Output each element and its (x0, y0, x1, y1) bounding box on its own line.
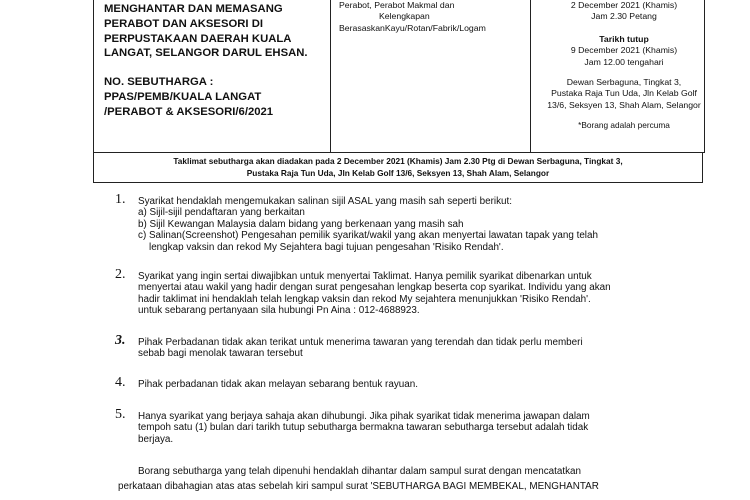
category-cell (339, 0, 514, 34)
table-divider (330, 0, 331, 152)
term-number: 5. (115, 406, 126, 422)
table-divider (530, 0, 531, 152)
term-line: Syarikat yang ingin sertai diwajibkan untuk menyertai Taklimat. Hanya pemilik syarikat dibenarkan untuk (138, 271, 592, 283)
tender-title-line: PERABOT DAN AKSESORI DI (104, 17, 264, 30)
term-line: Pihak perbadanan tidak akan melayan sebarang bentuk rayuan. (138, 379, 418, 391)
term-line: lengkap vaksin dan rekod My Sejahtera bagi tujuan pengesahan 'Risiko Rendah'. (149, 241, 504, 253)
briefing-line: Pustaka Raja Tun Uda, Jln Kelab Golf 13/6, Seksyen 13, Shah Alam, Selangor (246, 168, 550, 178)
open-time: Jam 2.30 Petang (591, 11, 657, 22)
briefing-line: Taklimat sebutharga akan diadakan pada 2 December 2021 (Khamis) Jam 2.30 Ptg di Dewan Serbaguna, Tingkat 3, (173, 156, 623, 166)
venue-line: 13/6, Seksyen 13, Shah Alam, Selangor (547, 99, 701, 110)
terms-list (115, 192, 718, 445)
briefing-notice (93, 152, 703, 183)
term-number: 1. (115, 192, 126, 207)
term-item (115, 267, 718, 317)
open-date: 2 December 2021 (Khamis) (570, 0, 678, 10)
term-line: Syarikat hendaklah mengemukakan salinan sijil ASAL yang masih sah seperti berikut: (138, 196, 512, 207)
term-line: Pihak Perbadanan tidak akan terikat untuk menerima tawaran yang terendah dan tidak perlu memberi (138, 336, 583, 348)
term-line: menyertai atau wakil yang hadir dengan surat pengesahan lengkap beserta cop syarikat. Individu yang akan (138, 282, 611, 294)
term-line: c) Salinan(Screenshot) Pengesahan pemilik syarikat/wakil yang akan menyertai lawatan tapak yang telah (138, 230, 598, 242)
term-line: sebab bagi menolak tawaran tersebut (138, 348, 303, 360)
category-line: BerasaskanKayu/Rotan/Fabrik/Logam (339, 22, 486, 33)
term-line: untuk sebarang pertanyaan sila hubungi Pn Aina : 012-4688923. (138, 305, 420, 317)
quotation-number-line: /PERABOT & AKSESORI/6/2021 (104, 105, 274, 118)
tender-title-line: LANGAT, SELANGOR DARUL EHSAN. (104, 47, 308, 60)
dates-cell (544, 0, 704, 132)
term-item (115, 192, 718, 253)
tender-title-cell (104, 2, 326, 120)
closing-line: Borang sebutharga yang telah dipenuhi hendaklah dihantar dalam sampul surat dengan mencatatkan (138, 466, 582, 477)
closing-date-label: Tarikh tutup (599, 33, 649, 44)
tender-title-line: MENGHANTAR DAN MEMASANG (104, 3, 283, 15)
category-line: Kelengkapan (379, 11, 430, 22)
term-number: 3. (115, 332, 126, 348)
term-line: Hanya syarikat yang berjaya sahaja akan dihubungi. Jika pihak syarikat tidak menerima jawapan dalam (138, 410, 590, 422)
term-line: berjaya. (138, 433, 174, 445)
quotation-table (93, 0, 705, 153)
closing-paragraph (118, 464, 738, 494)
term-line: hadir taklimat ini hendaklah telah lengkap vaksin dan rekod My sejahtera menunjukkan 'Risiko Rendah'. (138, 293, 591, 305)
term-item (115, 332, 718, 360)
venue-line: Pustaka Raja Tun Uda, Jln Kelab Golf (551, 88, 697, 99)
term-item (115, 406, 718, 445)
closing-date: 9 December 2021 (Khamis) (570, 45, 678, 56)
quotation-number-label: NO. SEBUTHARGA : (104, 76, 214, 89)
category-line: Perabot, Perabot Makmal dan (339, 0, 455, 10)
closing-line: perkataan dibahagian atas atas sebelah kiri sampul surat 'SEBUTHARGA BAGI MEMBEKAL, MENGHANTAR (118, 481, 599, 492)
free-form-note: *Borang adalah percuma (578, 120, 670, 131)
term-line: tempoh satu (1) bulan dari tarikh tutup sebutharga bermakna tawaran sebutharga tersebut adalah tidak (138, 422, 589, 434)
term-number: 4. (115, 375, 126, 391)
term-item (115, 375, 718, 391)
term-line: b) Sijil Kewangan Malaysia dalam bidang yang berkenaan yang masih sah (138, 218, 464, 230)
quotation-number-line: PPAS/PEMB/KUALA LANGAT (104, 90, 262, 103)
term-number: 2. (115, 267, 126, 283)
term-line: a) Sijil-sijil pendaftaran yang berkaitan (138, 207, 305, 219)
venue-line: Dewan Serbaguna, Tingkat 3, (566, 77, 682, 88)
closing-time: Jam 12.00 tengahari (584, 56, 664, 67)
tender-title-line: PERPUSTAKAAN DAERAH KUALA (104, 32, 292, 45)
